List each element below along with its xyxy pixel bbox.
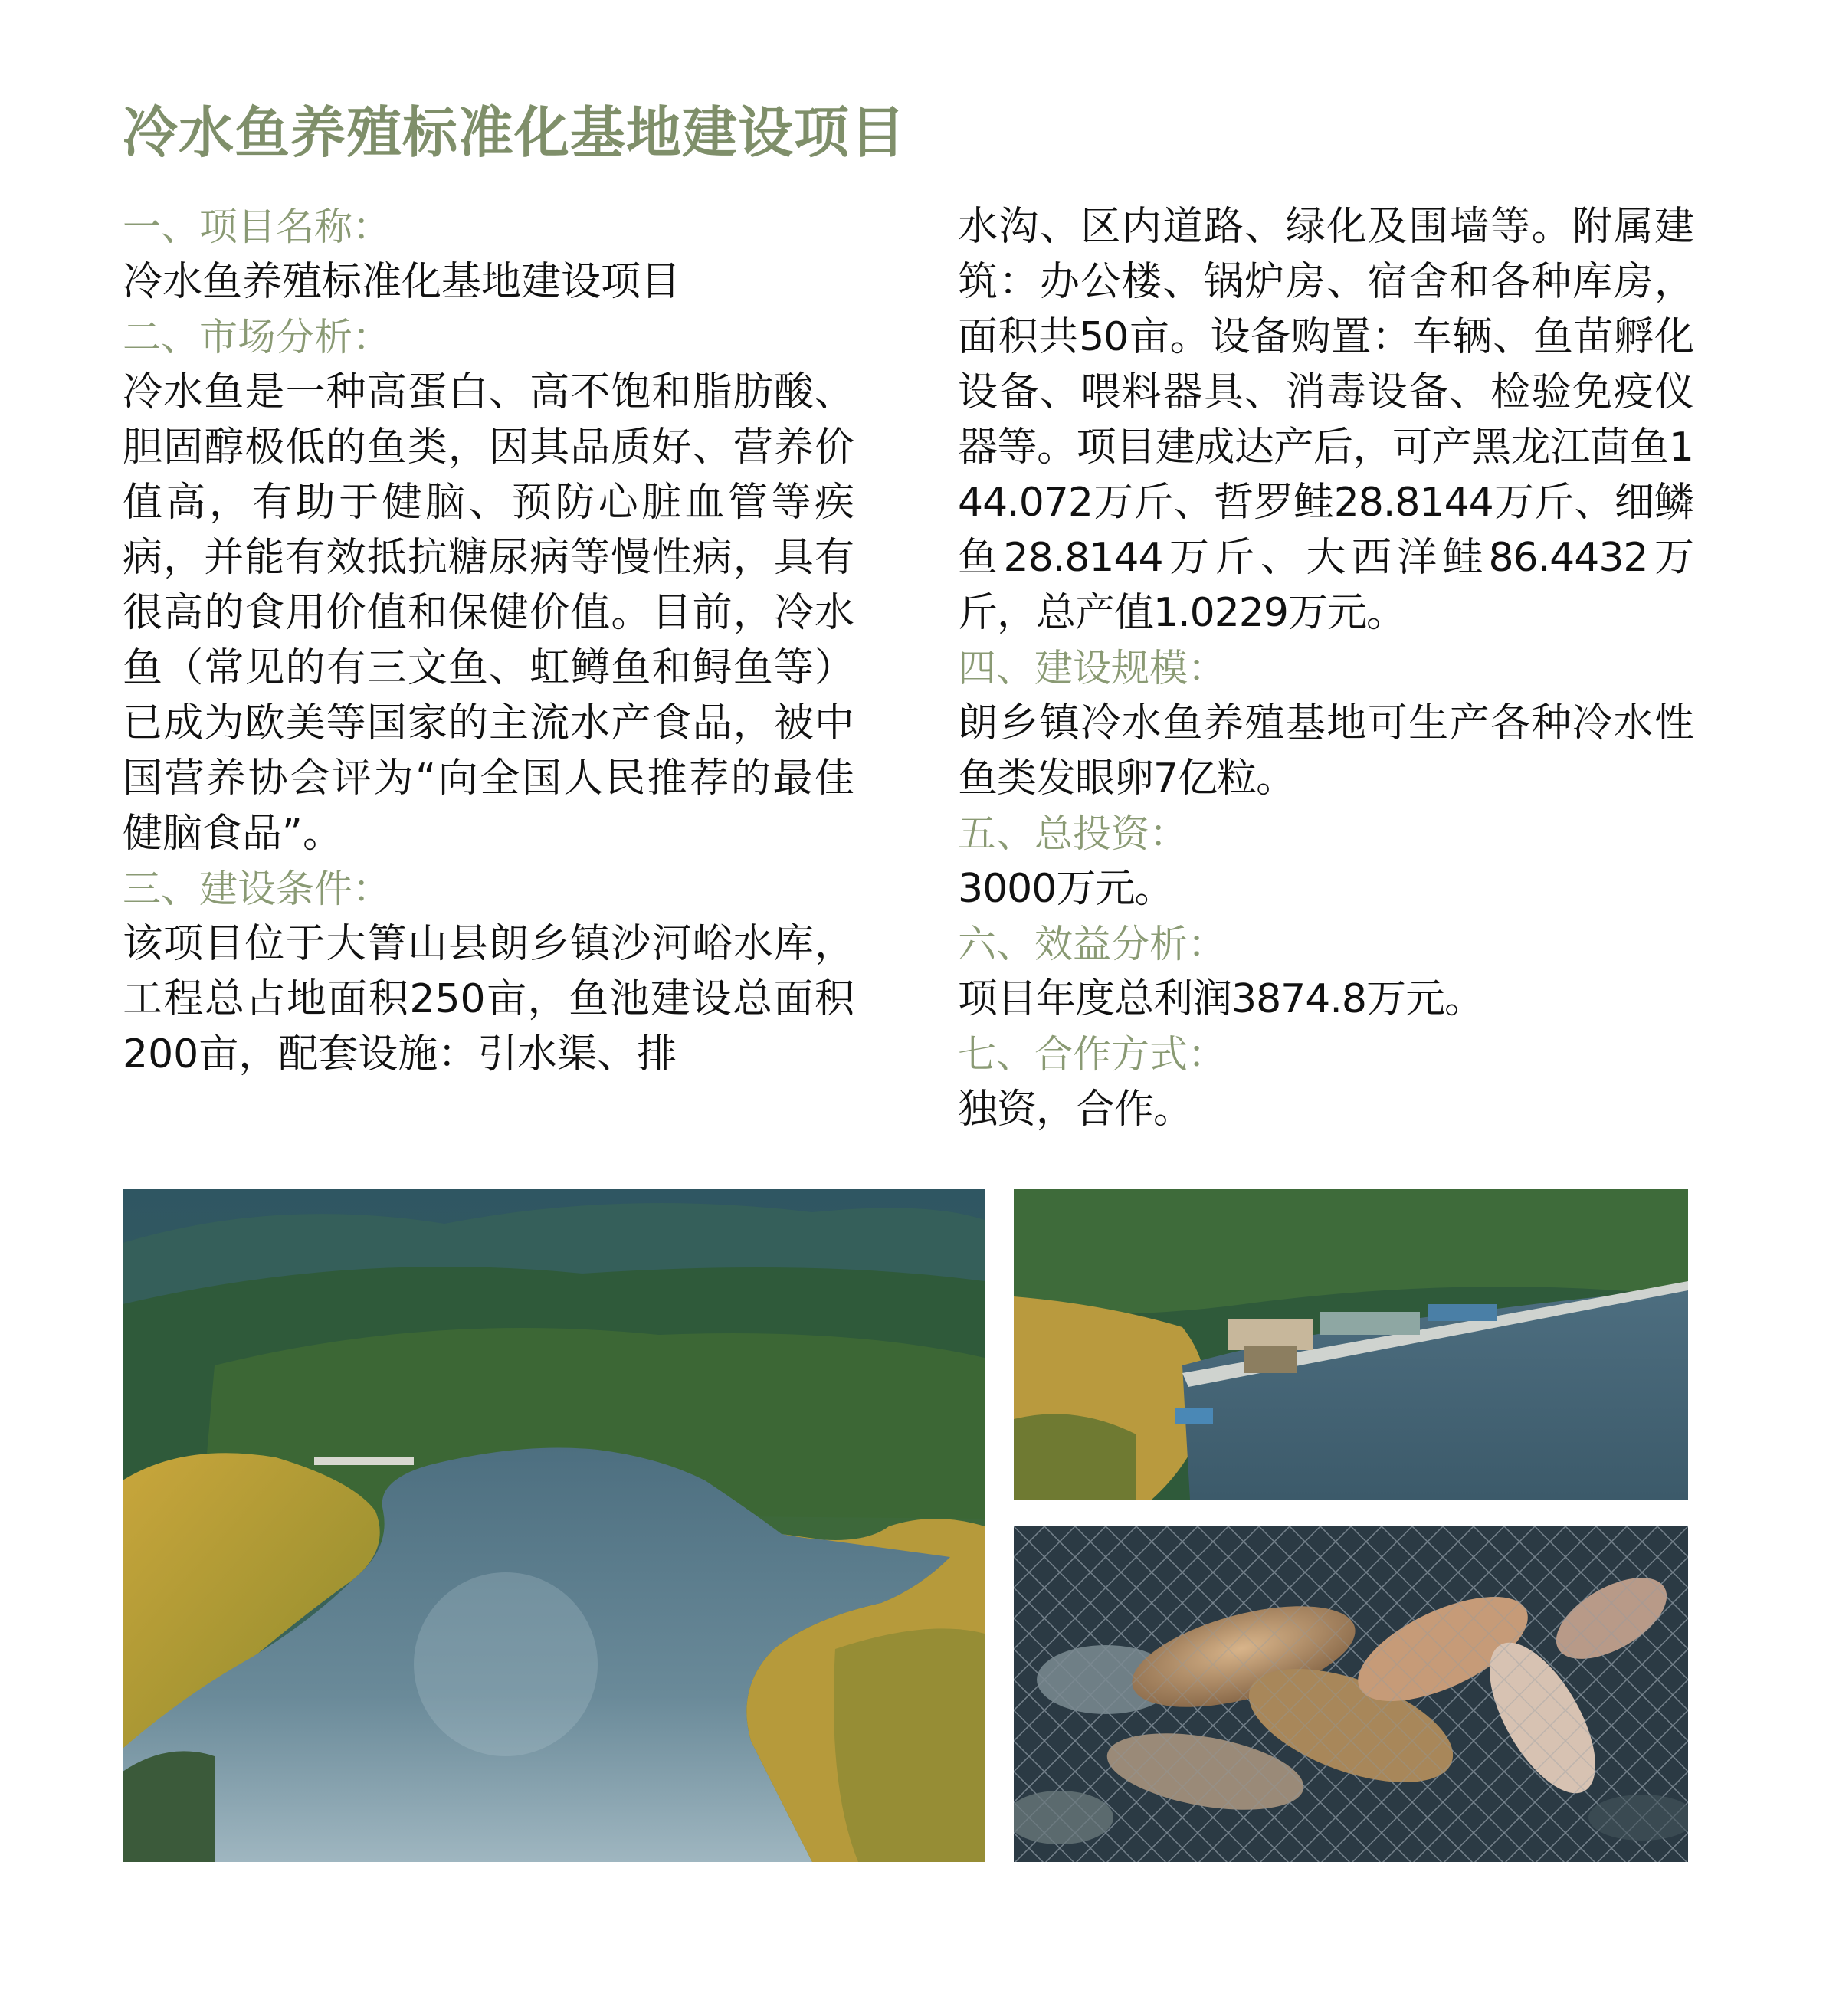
section-heading-market: 二、市场分析： — [123, 315, 391, 359]
section-body-scale: 朗乡镇冷水鱼养殖基地可生产各种冷水性鱼类发眼卵7亿粒。 — [958, 700, 1693, 801]
section-heading-scale: 四、建设规模： — [958, 646, 1226, 690]
reservoir-aerial-photo — [123, 1189, 985, 1862]
fish-catch-photo — [1014, 1526, 1688, 1862]
section-heading-investment: 五、总投资： — [958, 811, 1188, 856]
section-body-name: 冷水鱼养殖标准化基地建设项目 — [123, 259, 681, 305]
section-body-investment: 3000万元。 — [958, 866, 1174, 912]
section-body-benefit: 项目年度总利润3874.8万元。 — [958, 976, 1483, 1022]
section-heading-name: 一、项目名称： — [123, 205, 391, 249]
left-column — [123, 199, 854, 1082]
right-column — [958, 199, 1693, 1137]
fish-farm-dam-photo — [1014, 1189, 1688, 1500]
section-heading-benefit: 六、效益分析： — [958, 922, 1226, 966]
page-title: 冷水鱼养殖标准化基地建设项目 — [123, 100, 906, 165]
section-heading-cooperation: 七、合作方式： — [958, 1032, 1226, 1077]
section-body-conditions: 该项目位于大箐山县朗乡镇沙河峪水库，工程总占地面积250亩，鱼池建设总面积200亩，配套设施：引水渠、排 — [123, 921, 854, 1077]
section-heading-conditions: 三、建设条件： — [123, 867, 391, 911]
section-body-cooperation: 独资，合作。 — [958, 1087, 1193, 1133]
section-body-market: 冷水鱼是一种高蛋白、高不饱和脂肪酸、胆固醇极低的鱼类，因其品质好、营养价值高，有助于健脑、预防心脏血管等疾病，并能有效抵抗糖尿病等慢性病，具有很高的食用价值和保健价值。目前，冷水鱼（常见的有三文鱼、虹鳟鱼和鲟鱼等）已成为欧美等国家的主流水产食品，被中国营养协会评为“向全国人民推荐的最佳健脑食品”。 — [123, 369, 854, 857]
section-body-conditions-continued: 水沟、区内道路、绿化及围墙等。附属建筑：办公楼、锅炉房、宿舍和各种库房，面积共50亩。设备购置：车辆、鱼苗孵化设备、喂料器具、消毒设备、检验免疫仪器等。项目建成达产后，可产黑龙江茴鱼144.072万斤、哲罗鲑28.8144万斤、细鳞鱼28.8144万斤、大西洋鲑86.4432万斤，总产值1.0229万元。 — [958, 204, 1693, 636]
